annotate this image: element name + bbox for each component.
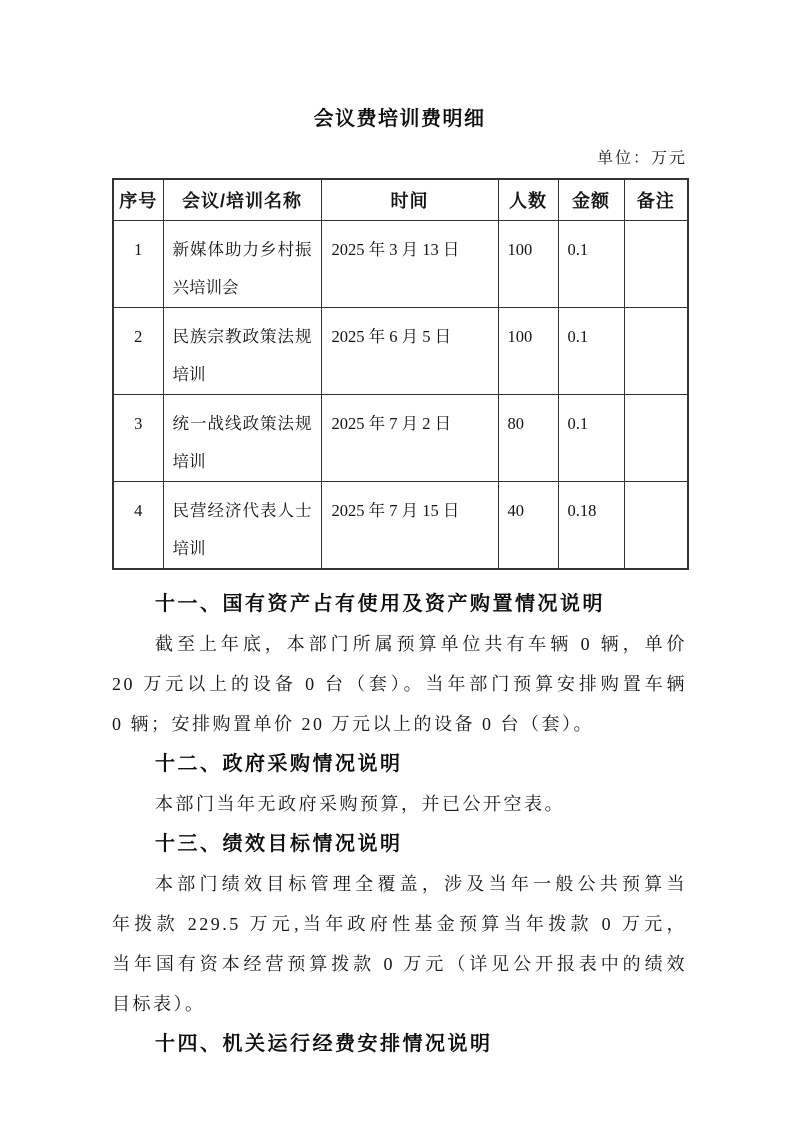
cell-time: 2025 年 3 月 13 日 (321, 220, 498, 307)
cell-people: 100 (498, 220, 558, 307)
cell-amount: 0.1 (558, 307, 624, 394)
table-row (113, 220, 688, 307)
paragraph-line: 当年国有资本经营预算拨款 0 万元（详见公开报表中的绩效 (112, 953, 687, 974)
cell-name: 新媒体助力乡村振兴培训会 (163, 220, 321, 307)
cell-note (624, 394, 688, 481)
table-row (113, 307, 688, 394)
cell-note (624, 481, 688, 569)
cell-seq: 3 (113, 394, 163, 481)
paragraph-line: 目标表）。 (112, 993, 206, 1014)
paragraph-line: 本部门当年无政府采购预算，并已公开空表。 (155, 793, 565, 814)
cell-amount: 0.18 (558, 481, 624, 569)
cell-people: 100 (498, 307, 558, 394)
col-header-seq: 序号 (113, 179, 163, 220)
paragraph-line: 20 万元以上的设备 0 台（套）。当年部门预算安排购置车辆 (112, 673, 687, 694)
section-heading: 十二、政府采购情况说明 (155, 752, 403, 775)
section-state-assets (112, 584, 687, 744)
section-heading: 十三、绩效目标情况说明 (155, 832, 403, 855)
cell-name: 民营经济代表人士培训 (163, 481, 321, 569)
text-sections (112, 584, 687, 1064)
col-header-people: 人数 (498, 179, 558, 220)
paragraph-line: 年拨款 229.5 万元,当年政府性基金预算当年拨款 0 万元， (112, 913, 687, 934)
section-heading: 十四、机关运行经费安排情况说明 (155, 1032, 493, 1055)
fee-table (112, 178, 689, 570)
table-row (113, 481, 688, 569)
cell-time: 2025 年 7 月 15 日 (321, 481, 498, 569)
paragraph-line: 截至上年底，本部门所属预算单位共有车辆 0 辆，单价 (155, 633, 687, 654)
cell-amount: 0.1 (558, 394, 624, 481)
cell-seq: 2 (113, 307, 163, 394)
cell-people: 80 (498, 394, 558, 481)
table-header-row (113, 179, 688, 220)
paragraph-line: 本部门绩效目标管理全覆盖，涉及当年一般公共预算当 (155, 873, 687, 894)
cell-name: 统一战线政策法规培训 (163, 394, 321, 481)
cell-note (624, 307, 688, 394)
page-title: 会议费培训费明细 (313, 108, 486, 130)
col-header-name: 会议/培训名称 (163, 179, 321, 220)
paragraph-line: 0 辆；安排购置单价 20 万元以上的设备 0 台（套）。 (112, 713, 594, 734)
cell-note (624, 220, 688, 307)
table-row (113, 394, 688, 481)
col-header-amount: 金额 (558, 179, 624, 220)
cell-people: 40 (498, 481, 558, 569)
cell-name: 民族宗教政策法规培训 (163, 307, 321, 394)
cell-seq: 1 (113, 220, 163, 307)
cell-time: 2025 年 7 月 2 日 (321, 394, 498, 481)
section-operating-expenses (112, 1024, 687, 1064)
unit-note: 单位：万元 (596, 150, 687, 167)
cell-seq: 4 (113, 481, 163, 569)
cell-time: 2025 年 6 月 5 日 (321, 307, 498, 394)
col-header-note: 备注 (624, 179, 688, 220)
section-gov-procurement (112, 744, 687, 824)
section-performance-targets (112, 824, 687, 1024)
col-header-time: 时间 (321, 179, 498, 220)
cell-amount: 0.1 (558, 220, 624, 307)
section-heading: 十一、国有资产占有使用及资产购置情况说明 (155, 592, 605, 615)
